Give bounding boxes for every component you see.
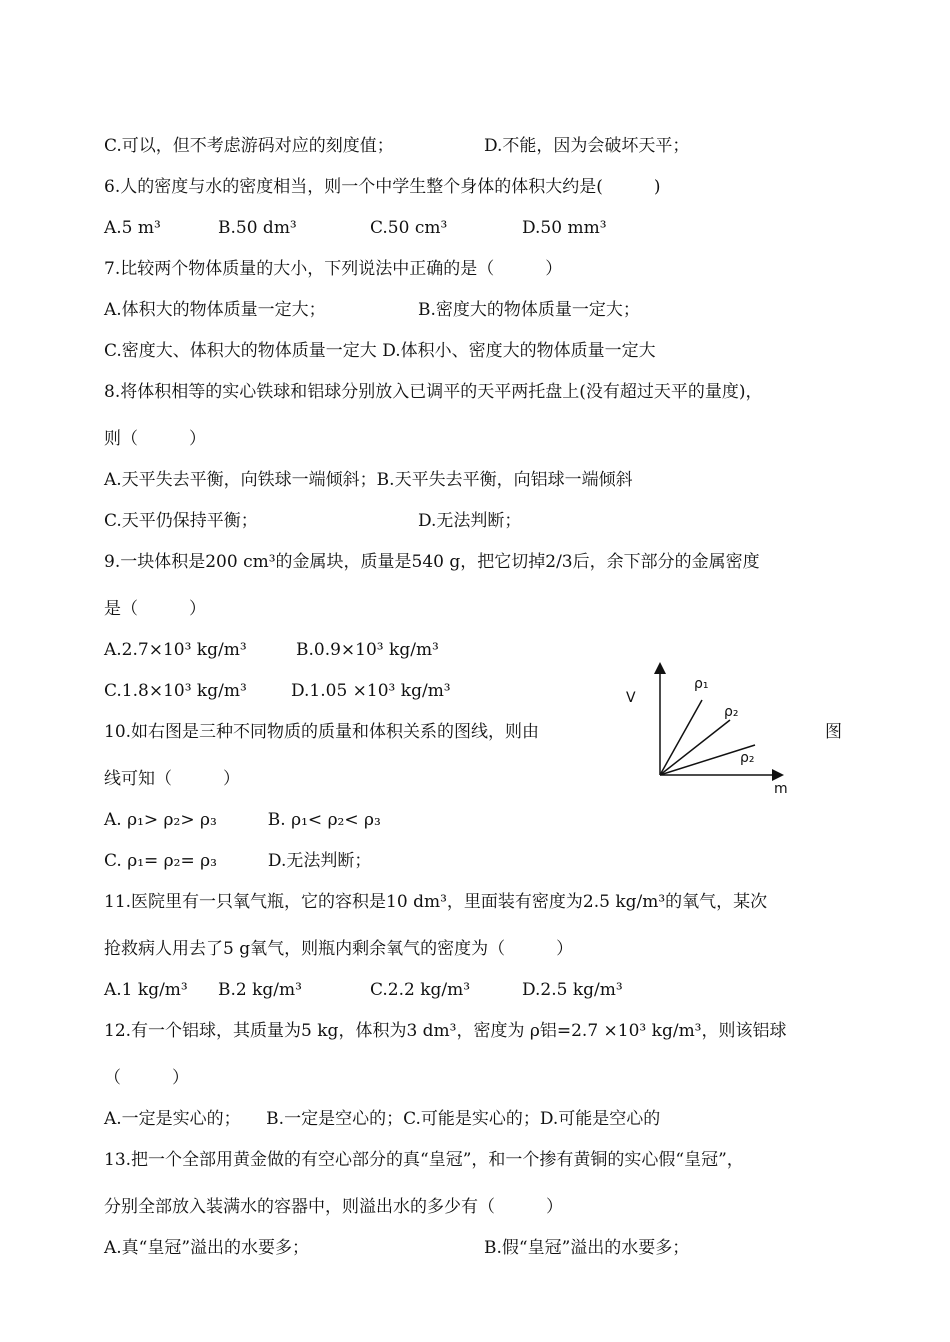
q8-option-c: C.天平仍保持平衡； [104, 511, 258, 531]
q6-option-a: A.5 m³ [104, 218, 161, 238]
q10-options-ab: A. ρ₁> ρ₂> ρ₃ B. ρ₁< ρ₂< ρ₃ [104, 810, 381, 830]
q5-option-d: D.不能，因为会破坏天平； [484, 136, 690, 156]
line-rho2 [660, 720, 730, 775]
q6-stem: 6.人的密度与水的密度相当，则一个中学生整个身体的体积大约是( ) [104, 177, 661, 197]
q7-stem: 7.比较两个物体质量的大小，下列说法中正确的是（ ） [104, 259, 563, 279]
q12-stem-cont: （ ） [104, 1068, 189, 1088]
q9-option-c: C.1.8×10³ kg/m³ [104, 681, 247, 701]
q11-option-b: B.2 kg/m³ [218, 980, 302, 1000]
q13-option-a: A.真“皇冠”溢出的水要多； [104, 1238, 310, 1258]
q10-stem: 10.如右图是三种不同物质的质量和体积关系的图线，则由 [104, 722, 540, 742]
rho2-label: ρ₂ [724, 704, 739, 720]
q13-stem: 13.把一个全部用黄金做的有空心部分的真“皇冠”，和一个掺有黄铜的实心假“皇冠”， [104, 1150, 744, 1170]
q8-stem-cont: 则（ ） [104, 429, 206, 449]
q9-option-d: D.1.05 ×10³ kg/m³ [291, 681, 451, 701]
mass-volume-graph [610, 660, 800, 800]
rho3-label: ρ₂ [740, 750, 755, 766]
q8-stem: 8.将体积相等的实心铁球和铝球分别放入已调平的天平两托盘上(没有超过天平的量度)， [104, 382, 763, 402]
q10-stem-right: 图 [825, 722, 842, 742]
q11-stem-cont: 抢救病人用去了5 g氧气，则瓶内剩余氧气的密度为（ ） [104, 939, 574, 959]
q11-option-a: A.1 kg/m³ [104, 980, 188, 1000]
q9-option-a: A.2.7×10³ kg/m³ [104, 640, 247, 660]
q13-stem-cont: 分别全部放入装满水的容器中，则溢出水的多少有（ ） [104, 1197, 563, 1217]
q7-option-b: B.密度大的物体质量一定大； [418, 300, 640, 320]
q10-options-cd: C. ρ₁= ρ₂= ρ₃ D.无法判断； [104, 851, 372, 871]
q9-option-b: B.0.9×10³ kg/m³ [296, 640, 439, 660]
q7-options-cd: C.密度大、体积大的物体质量一定大 D.体积小、密度大的物体质量一定大 [104, 341, 656, 361]
q6-option-b: B.50 dm³ [218, 218, 297, 238]
rho1-label: ρ₁ [694, 676, 709, 692]
q12-stem: 12.有一个铝球，其质量为5 kg，体积为3 dm³，密度为 ρ铝=2.7 ×10³ kg/m³，则该铝球 [104, 1021, 787, 1041]
v-axis-label: V [626, 690, 636, 706]
q8-options-ab: A.天平失去平衡，向铁球一端倾斜；B.天平失去平衡，向铝球一端倾斜 [104, 470, 633, 490]
q12-options: A.一定是实心的； B.一定是空心的；C.可能是实心的；D.可能是空心的 [104, 1109, 661, 1129]
q7-option-a: A.体积大的物体质量一定大； [104, 300, 326, 320]
q5-option-c: C.可以，但不考虑游码对应的刻度值； [104, 136, 394, 156]
q13-option-b: B.假“皇冠”溢出的水要多； [484, 1238, 690, 1258]
q11-stem: 11.医院里有一只氧气瓶，它的容积是10 dm³，里面装有密度为2.5 kg/m³的氧气，某次 [104, 892, 768, 912]
q6-option-d: D.50 mm³ [522, 218, 607, 238]
q10-stem-cont: 线可知（ ） [104, 769, 240, 789]
q8-option-d: D.无法判断； [418, 511, 522, 531]
q11-option-c: C.2.2 kg/m³ [370, 980, 471, 1000]
m-axis-label: m [774, 781, 788, 797]
q11-option-d: D.2.5 kg/m³ [522, 980, 623, 1000]
q9-stem: 9.一块体积是200 cm³的金属块，质量是540 g，把它切掉2/3后，余下部分的金属密度 [104, 552, 760, 572]
q9-stem-cont: 是（ ） [104, 599, 206, 619]
q6-option-c: C.50 cm³ [370, 218, 448, 238]
